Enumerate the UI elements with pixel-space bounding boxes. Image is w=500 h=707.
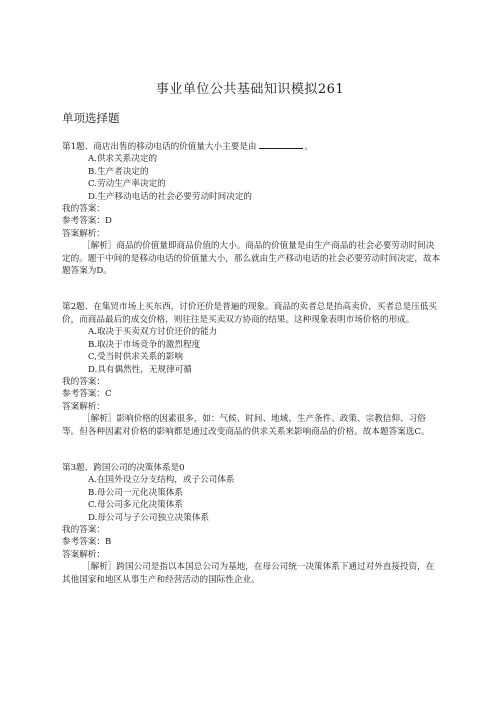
reference-answer: 参考答案：B bbox=[62, 537, 112, 548]
my-answer: 我的答案： bbox=[62, 524, 105, 535]
analysis-text: ［解析］商品的价值量即商品价值的大小。商品的价值量是由生产商品的社会必要劳动时间决定的。题干中间的是移动电话的价值量大小，那么就由生产移动电话的社会必要劳动时间决定，故本题答案为D。 bbox=[62, 241, 441, 277]
option-b: B.取决于市场竞争的激烈程度 bbox=[88, 339, 201, 350]
question-3 bbox=[62, 462, 442, 586]
option-c: C,受当时供求关系的影响 bbox=[88, 352, 183, 363]
reference-answer: 参考答案：D bbox=[62, 216, 112, 227]
document-title: 事业单位公共基础知识模拟261 bbox=[155, 82, 345, 97]
section-heading: 单项选择题 bbox=[62, 111, 120, 125]
option-b: B.生产者决定的 bbox=[88, 166, 149, 177]
question-stem-end: 。 bbox=[304, 142, 314, 152]
option-c: C.母公司多元化决策体系 bbox=[88, 500, 183, 511]
question-list bbox=[62, 140, 442, 586]
option-b: B.母公司一元化决策体系 bbox=[88, 487, 183, 498]
question-stem: 第2题、在集贸市场上买东西，讨价还价是普遍的现象。商品的卖者总是抬高卖价，买者总是压低买价，而商品最后的成交价格，则往往是买卖双方协商的结果。这种现象表明市场价格的形成。 bbox=[62, 302, 438, 325]
option-a: A.在国外设立分支结构，或子公司体系 bbox=[88, 475, 235, 486]
reference-answer: 参考答案：C bbox=[62, 389, 112, 400]
question-stem bbox=[62, 140, 442, 153]
option-d: D.具有偶然性，无规律可循 bbox=[88, 364, 192, 375]
question-stem-text: 第1题、商店出售的移动电话的价值量大小主要是由 bbox=[62, 142, 257, 152]
analysis-text: ［解析］影响价格的因素很多，如：气候、时间、地域、生产条件、政策、宗教信仰、习俗等。但各种因素对价格的影响都是通过改变商品的供求关系来影响商品的价格。故本题答案选C。 bbox=[62, 414, 430, 437]
analysis-text: ［解析］跨国公司是指以本国总公司为基地，在母公司统一决策体系下通过对外直接投资，在其他国家和地区从事生产和经营活动的国际性企业。 bbox=[62, 562, 435, 585]
analysis-label: 答案解析： bbox=[62, 549, 105, 560]
option-d: D.母公司与子公司独立决策体系 bbox=[88, 512, 210, 523]
analysis-label: 答案解析： bbox=[62, 228, 105, 239]
option-a: A.取决于买卖双方讨价还价的能力 bbox=[88, 327, 218, 338]
question-2 bbox=[62, 301, 442, 437]
question-stem: 第3题、跨国公司的决策体系是0 bbox=[62, 462, 185, 473]
analysis-label: 答案解析： bbox=[62, 401, 105, 412]
option-c: C.劳动生产率决定的 bbox=[88, 179, 166, 190]
my-answer: 我的答案： bbox=[62, 376, 105, 387]
option-d: D.生产移动电话的社会必要劳动时间决定的 bbox=[88, 191, 253, 202]
option-a: A.供求关系决定的 bbox=[88, 154, 158, 165]
my-answer: 我的答案： bbox=[62, 204, 105, 215]
question-1 bbox=[62, 140, 442, 277]
answer-blank bbox=[259, 140, 303, 149]
